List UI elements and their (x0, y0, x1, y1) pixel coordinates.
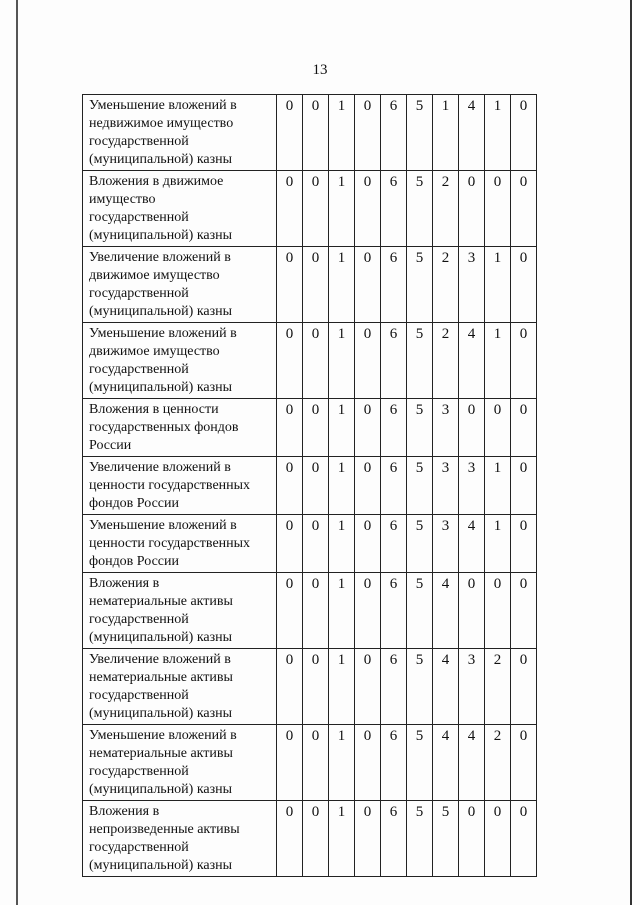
row-label-line: (муниципальной) казны (89, 630, 233, 645)
code-digit: 0 (459, 573, 485, 649)
row-label-line: (муниципальной) казны (89, 152, 233, 167)
code-digit: 3 (459, 649, 485, 725)
table-row (83, 323, 537, 399)
code-digit: 3 (459, 247, 485, 323)
code-digit: 0 (511, 801, 537, 877)
code-digit: 0 (459, 801, 485, 877)
code-digit: 0 (355, 573, 381, 649)
code-digit: 5 (407, 801, 433, 877)
row-label-line: имущество (89, 192, 156, 207)
code-digit: 0 (277, 573, 303, 649)
code-digit: 0 (303, 95, 329, 171)
row-label (83, 801, 277, 877)
row-label-line: фондов России (89, 496, 179, 511)
code-digit: 0 (355, 247, 381, 323)
code-digit: 1 (329, 95, 355, 171)
row-label-line: движимое имущество (89, 268, 220, 283)
code-digit: 6 (381, 399, 407, 457)
scan-edge-right (630, 0, 632, 905)
code-digit: 5 (407, 399, 433, 457)
code-digit: 0 (511, 247, 537, 323)
code-digit: 0 (303, 247, 329, 323)
code-digit: 5 (407, 171, 433, 247)
code-digit: 1 (329, 725, 355, 801)
code-digit: 0 (355, 649, 381, 725)
table-body (83, 95, 537, 877)
row-label-line: ценности государственных (89, 536, 251, 551)
table-row (83, 95, 537, 171)
code-digit: 0 (355, 323, 381, 399)
table-row (83, 515, 537, 573)
code-digit: 1 (433, 95, 459, 171)
code-digit: 4 (433, 725, 459, 801)
code-digit: 0 (277, 95, 303, 171)
code-digit: 5 (407, 573, 433, 649)
code-digit: 1 (329, 171, 355, 247)
code-digit: 0 (277, 457, 303, 515)
table-row (83, 399, 537, 457)
row-label (83, 323, 277, 399)
code-digit: 5 (407, 725, 433, 801)
code-digit: 0 (511, 725, 537, 801)
code-digit: 0 (511, 649, 537, 725)
code-digit: 1 (485, 247, 511, 323)
row-label (83, 457, 277, 515)
code-digit: 1 (329, 515, 355, 573)
code-digit: 5 (407, 649, 433, 725)
code-digit: 5 (407, 323, 433, 399)
row-label-line: (муниципальной) казны (89, 304, 233, 319)
row-label-line: непроизведенные активы (89, 822, 240, 837)
code-digit: 4 (459, 515, 485, 573)
code-digit: 2 (433, 247, 459, 323)
row-label (83, 573, 277, 649)
row-label (83, 725, 277, 801)
code-digit: 5 (433, 801, 459, 877)
row-label-line: (муниципальной) казны (89, 706, 233, 721)
row-label-line: России (89, 438, 132, 453)
code-digit: 0 (303, 801, 329, 877)
code-digit: 0 (485, 399, 511, 457)
code-digit: 6 (381, 515, 407, 573)
row-label (83, 171, 277, 247)
row-label-line: Уменьшение вложений в (89, 518, 237, 533)
code-digit: 0 (355, 515, 381, 573)
code-digit: 6 (381, 801, 407, 877)
row-label-line: (муниципальной) казны (89, 380, 233, 395)
code-digit: 0 (511, 399, 537, 457)
code-digit: 0 (303, 515, 329, 573)
code-digit: 1 (329, 573, 355, 649)
row-label-line: государственных фондов (89, 420, 239, 435)
code-digit: 0 (511, 457, 537, 515)
page-number: 13 (312, 62, 328, 78)
code-digit: 1 (485, 95, 511, 171)
row-label-line: Вложения в движимое (89, 174, 224, 189)
table-row (83, 801, 537, 877)
row-label-line: Увеличение вложений в (89, 460, 231, 475)
table-row (83, 573, 537, 649)
code-digit: 0 (277, 323, 303, 399)
code-digit: 1 (329, 801, 355, 877)
row-label-line: государственной (89, 134, 189, 149)
code-digit: 4 (433, 649, 459, 725)
code-digit: 6 (381, 171, 407, 247)
code-digit: 0 (459, 171, 485, 247)
code-digit: 2 (485, 725, 511, 801)
code-digit: 1 (485, 323, 511, 399)
code-digit: 6 (381, 649, 407, 725)
code-digit: 0 (511, 573, 537, 649)
code-digit: 3 (433, 457, 459, 515)
row-label-line: государственной (89, 612, 189, 627)
code-digit: 0 (303, 573, 329, 649)
row-label-line: государственной (89, 210, 189, 225)
row-label-line: Уменьшение вложений в (89, 728, 237, 743)
row-label (83, 515, 277, 573)
code-digit: 0 (511, 171, 537, 247)
code-digit: 2 (433, 323, 459, 399)
code-digit: 0 (485, 171, 511, 247)
code-digit: 4 (459, 95, 485, 171)
code-digit: 2 (433, 171, 459, 247)
code-digit: 0 (277, 171, 303, 247)
code-digit: 0 (303, 649, 329, 725)
code-digit: 0 (511, 95, 537, 171)
code-digit: 4 (433, 573, 459, 649)
code-digit: 0 (277, 515, 303, 573)
row-label-line: государственной (89, 764, 189, 779)
code-digit: 0 (277, 247, 303, 323)
row-label-line: нематериальные активы (89, 746, 233, 761)
code-digit: 0 (277, 649, 303, 725)
code-digit: 0 (485, 801, 511, 877)
row-label-line: нематериальные активы (89, 594, 233, 609)
code-digit: 6 (381, 323, 407, 399)
code-digit: 0 (303, 399, 329, 457)
code-digit: 0 (355, 399, 381, 457)
code-digit: 0 (277, 801, 303, 877)
code-digit: 1 (329, 457, 355, 515)
code-digit: 6 (381, 457, 407, 515)
row-label-line: движимое имущество (89, 344, 220, 359)
code-digit: 0 (355, 171, 381, 247)
code-digit: 0 (303, 171, 329, 247)
code-digit: 4 (459, 725, 485, 801)
row-label-line: ценности государственных (89, 478, 251, 493)
account-codes-table (82, 94, 537, 877)
code-digit: 0 (303, 725, 329, 801)
code-digit: 1 (329, 247, 355, 323)
code-digit: 0 (355, 725, 381, 801)
code-digit: 1 (329, 649, 355, 725)
code-digit: 4 (459, 323, 485, 399)
row-label-line: Вложения в ценности (89, 402, 219, 417)
row-label-line: нематериальные активы (89, 670, 233, 685)
code-digit: 5 (407, 95, 433, 171)
code-digit: 0 (303, 457, 329, 515)
row-label-line: недвижимое имущество (89, 116, 234, 131)
scan-edge-left (16, 0, 18, 905)
row-label-line: Вложения в (89, 804, 160, 819)
code-digit: 5 (407, 457, 433, 515)
row-label-line: государственной (89, 840, 189, 855)
row-label-line: государственной (89, 362, 189, 377)
code-digit: 5 (407, 247, 433, 323)
code-digit: 3 (433, 515, 459, 573)
code-digit: 3 (433, 399, 459, 457)
code-digit: 0 (355, 457, 381, 515)
table-row (83, 725, 537, 801)
row-label (83, 649, 277, 725)
row-label-line: Уменьшение вложений в (89, 326, 237, 341)
code-digit: 6 (381, 95, 407, 171)
table-row (83, 649, 537, 725)
code-digit: 6 (381, 247, 407, 323)
code-digit: 0 (355, 801, 381, 877)
row-label-line: (муниципальной) казны (89, 858, 233, 873)
code-digit: 1 (485, 515, 511, 573)
row-label (83, 399, 277, 457)
code-digit: 0 (355, 95, 381, 171)
row-label-line: (муниципальной) казны (89, 782, 233, 797)
code-digit: 3 (459, 457, 485, 515)
row-label-line: Вложения в (89, 576, 160, 591)
row-label-line: Увеличение вложений в (89, 652, 231, 667)
row-label-line: (муниципальной) казны (89, 228, 233, 243)
table-row (83, 171, 537, 247)
row-label-line: государственной (89, 286, 189, 301)
code-digit: 0 (511, 323, 537, 399)
code-digit: 0 (277, 725, 303, 801)
row-label-line: Увеличение вложений в (89, 250, 231, 265)
row-label-line: государственной (89, 688, 189, 703)
row-label (83, 247, 277, 323)
code-digit: 6 (381, 725, 407, 801)
code-digit: 0 (303, 323, 329, 399)
code-digit: 1 (329, 399, 355, 457)
table-row (83, 247, 537, 323)
code-digit: 2 (485, 649, 511, 725)
code-digit: 1 (485, 457, 511, 515)
table-row (83, 457, 537, 515)
code-digit: 6 (381, 573, 407, 649)
row-label (83, 95, 277, 171)
row-label-line: фондов России (89, 554, 179, 569)
code-digit: 5 (407, 515, 433, 573)
row-label-line: Уменьшение вложений в (89, 98, 237, 113)
code-digit: 1 (329, 323, 355, 399)
code-digit: 0 (485, 573, 511, 649)
code-digit: 0 (511, 515, 537, 573)
code-digit: 0 (277, 399, 303, 457)
code-digit: 0 (459, 399, 485, 457)
